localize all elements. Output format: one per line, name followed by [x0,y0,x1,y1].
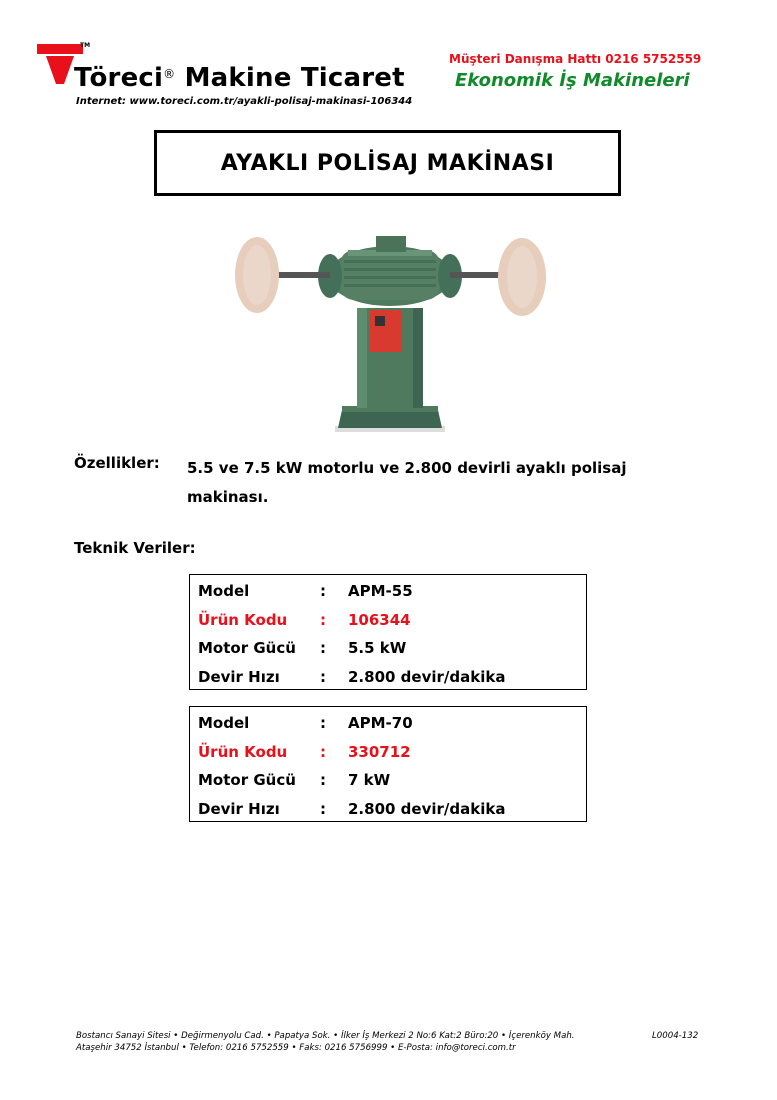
spec-table-apm-70 [189,706,587,822]
spec-row-motor-power [190,634,586,663]
spec-value: APM-55 [348,582,413,601]
spec-separator: : [320,639,326,658]
company-slogan: Ekonomik İş Makineleri [455,70,690,91]
spec-key: Model [198,582,250,601]
spec-separator: : [320,714,326,733]
spec-separator: : [320,771,326,790]
spec-row-product-code [190,738,586,767]
spec-value: 330712 [348,742,411,761]
spec-key: Ürün Kodu [198,742,288,761]
spec-separator: : [320,799,326,818]
company-name: Töreci® Makine Ticaret [74,63,405,93]
features-label: Özellikler: [74,454,160,472]
spec-value: APM-70 [348,714,413,733]
spec-key: Motor Gücü [198,771,296,790]
spec-separator: : [320,582,326,601]
website-url[interactable]: Internet: www.toreci.com.tr/ayakli-polisaj-makinasi-106344 [76,96,413,107]
page-title: AYAKLI POLİSAJ MAKİNASI [220,150,555,176]
footer-address-line-2: Ataşehir 34752 İstanbul • Telefon: 0216 5752559 • Faks: 0216 5756999 • E-Posta: info@toreci.com.tr [76,1043,516,1053]
spec-key: Model [198,714,250,733]
features-text: 5.5 ve 7.5 kW motorlu ve 2.800 devirli ayaklı polisaj makinası. [187,459,627,506]
spec-value: 2.800 devir/dakika [348,799,506,818]
spec-key: Ürün Kodu [198,610,288,629]
spec-value: 106344 [348,610,411,629]
spec-key: Devir Hızı [198,667,280,686]
polishing-machine-image [230,220,550,435]
spec-key: Devir Hızı [198,799,280,818]
spec-row-speed [190,795,586,824]
spec-table-apm-55 [189,574,587,690]
spec-value: 2.800 devir/dakika [348,667,506,686]
document-code: L0004-132 [652,1031,699,1041]
customer-hotline: Müşteri Danışma Hattı 0216 5752559 [449,52,702,66]
spec-row-speed [190,663,586,692]
spec-row-product-code [190,606,586,635]
spec-value: 5.5 kW [348,639,407,658]
footer-address-line-1: Bostancı Sanayi Sitesi • Değirmenyolu Cad. • Papatya Sok. • İlker İş Merkezi 2 No:6 Kat:2 Büro:20 • İçerenköy Mah. [76,1031,575,1041]
spec-row-motor-power [190,766,586,795]
technical-data-label: Teknik Veriler: [74,539,196,557]
spec-separator: : [320,742,326,761]
spec-row-model [190,577,586,606]
trademark-mark: TM [80,42,91,49]
spec-row-model [190,709,586,738]
spec-value: 7 kW [348,771,391,790]
spec-separator: : [320,610,326,629]
title-box [154,130,621,196]
spec-separator: : [320,667,326,686]
spec-key: Motor Gücü [198,639,296,658]
